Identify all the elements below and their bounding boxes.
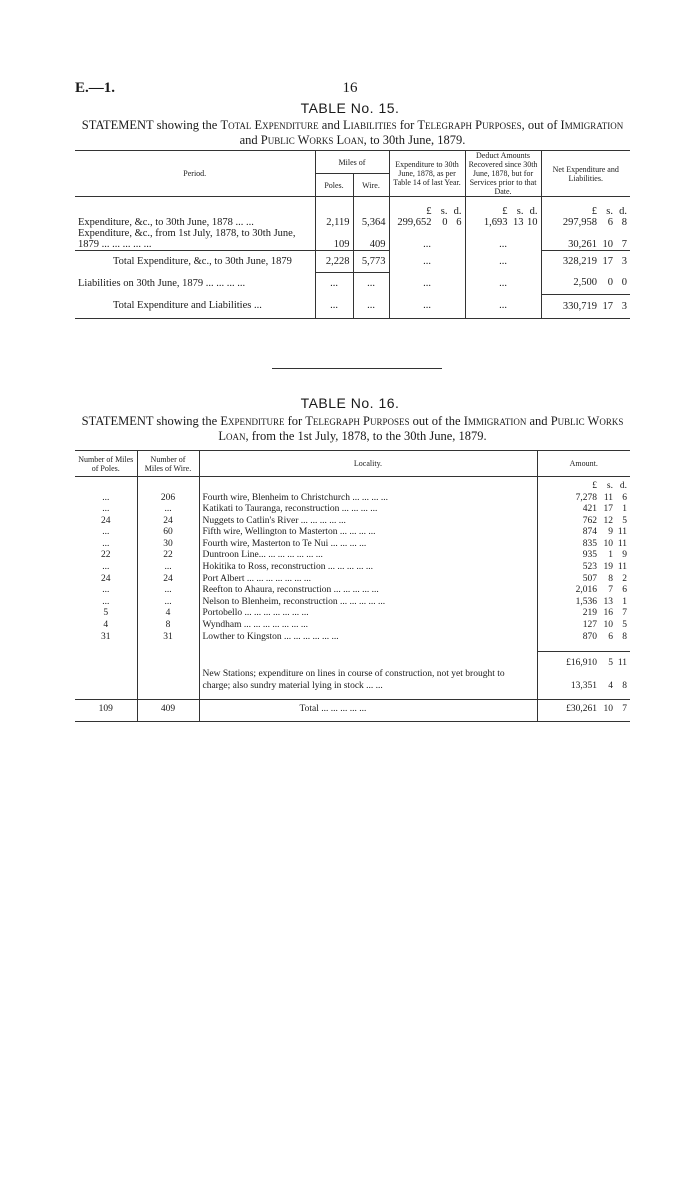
currency-header: £ s. d.	[465, 197, 541, 217]
table-row: ... 206 Fourth wire, Blenheim to Christchurch ... ... ... ... 7,278 11 6	[75, 493, 630, 505]
header-net: Net Expenditure and Liabilities.	[541, 151, 630, 197]
table-row: Total Expenditure and Liabilities ... ... ... ... ... 330,719 17 3	[75, 294, 630, 318]
section-divider	[272, 368, 442, 369]
table-row: ... ... Nelson to Blenheim, reconstruction ... ... ... ... ... 1,536 13 1	[75, 597, 630, 609]
header-wire: Number of Miles of Wire.	[137, 451, 199, 477]
currency-header: £ s. d.	[389, 197, 465, 217]
currency-header: £ s. d.	[537, 477, 630, 493]
page-number: 16	[342, 80, 358, 96]
table-row: ... 30 Fourth wire, Masterton to Te Nui ... ... ... ... 835 10 11	[75, 539, 630, 551]
header-locality: Locality.	[199, 451, 537, 477]
table-row: 4 8 Wyndham ... ... ... ... ... ... ... 127 10 5	[75, 620, 630, 632]
table-row: 24 24 Port Albert ... ... ... ... ... ... ... 507 8 2	[75, 574, 630, 586]
table-15	[75, 150, 630, 319]
table-row: 24 24 Nuggets to Catlin's River ... ... ... ... ... 762 12 5	[75, 516, 630, 528]
table-16-title: TABLE No. 16.	[300, 395, 400, 411]
total-row: 109 409 Total ... ... ... ... ... £30,261 10 7	[75, 699, 630, 721]
table-row: Liabilities on 30th June, 1879 ... ... ... ... ... ... ... ... 2,500 0 0	[75, 272, 630, 294]
table-16	[75, 450, 630, 722]
table-row: Total Expenditure, &c., to 30th June, 1879 2,228 5,773 ... ... 328,219 17 3	[75, 250, 630, 272]
page-reference: E.—1.	[75, 80, 116, 96]
header-poles: Poles.	[315, 174, 353, 197]
table-row: 31 31 Lowther to Kingston ... ... ... ... ... ... 870 6 8	[75, 632, 630, 644]
table-15-statement: STATEMENT showing the Total Expenditure and Liabilities for Telegraph Purposes, out of Immigration and Public Works Loan, to 30th June, 1879.	[81, 118, 624, 147]
header-poles: Number of Miles of Poles.	[75, 451, 137, 477]
table-row: ... ... Reefton to Ahaura, reconstruction ... ... ... ... ... 2,016 7 6	[75, 585, 630, 597]
header-miles-of: Miles of	[315, 151, 389, 174]
header-wire: Wire.	[353, 174, 389, 197]
table-15-title: TABLE No. 15.	[300, 100, 400, 116]
header-period: Period.	[75, 151, 315, 197]
table-row: Expenditure, &c., to 30th June, 1878 ... ... 2,119 5,364 299,652 0 6 1,693 13 10 297,958 6 8	[75, 217, 630, 228]
header-deduct: Deduct Amounts Recovered since 30th June, 1878, but for Services prior to that Date.	[465, 151, 541, 197]
subtotal-row: £16,910 5 11	[75, 651, 630, 669]
table-row: ... ... Hokitika to Ross, reconstruction ... ... ... ... ... 523 19 11	[75, 562, 630, 574]
table-row: ... 60 Fifth wire, Wellington to Masterton ... ... ... ... 874 9 11	[75, 527, 630, 539]
header-expenditure: Expenditure to 30th June, 1878, as per Table 14 of last Year.	[389, 151, 465, 197]
table-16-statement: STATEMENT showing the Expenditure for Telegraph Purposes out of the Immigration and Public Works Loan, from the 1st July, 1878, to the 30th June, 1879.	[81, 414, 624, 443]
currency-header: £ s. d.	[541, 197, 630, 217]
table-row: Expenditure, &c., from 1st July, 1878, to 30th June, 1879 ... ... ... ... ... 109 409 ... ... 30,261 10 7	[75, 228, 630, 251]
new-stations-row: New Stations; expenditure on lines in course of construction, not yet brought to charge; also sundry material lying in stock ... ... 13,351 4 8	[75, 669, 630, 699]
table-row: 22 22 Duntroon Line... ... ... ... ... ... ... 935 1 9	[75, 550, 630, 562]
header-amount: Amount.	[537, 451, 630, 477]
table-row: 5 4 Portobello ... ... ... ... ... ... ... 219 16 7	[75, 608, 630, 620]
table-row: ... ... Katikati to Tauranga, reconstruction ... ... ... ... 421 17 1	[75, 504, 630, 516]
